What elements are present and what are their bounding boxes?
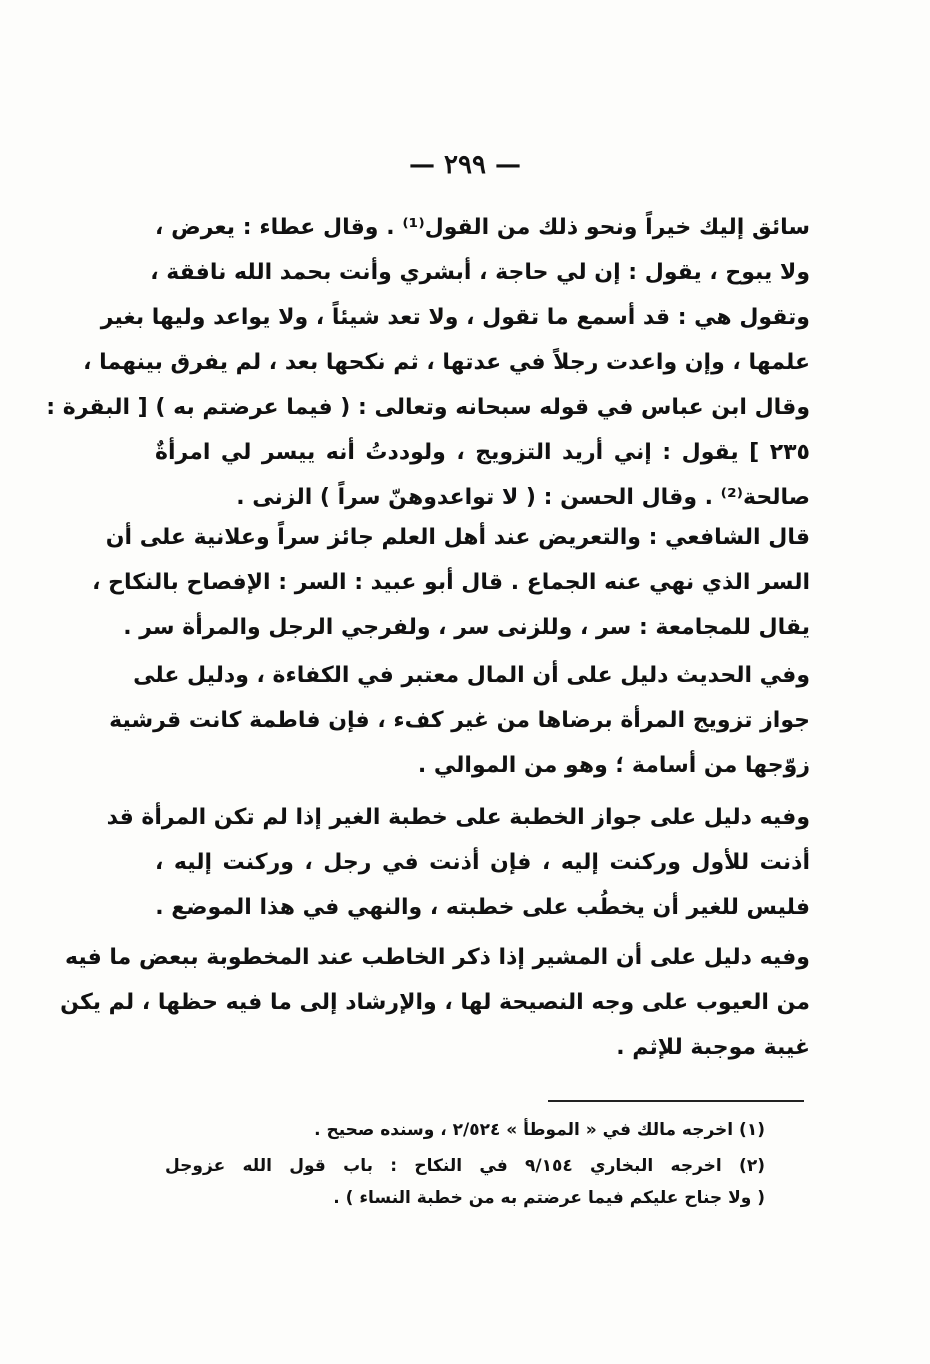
text-line: صالحة⁽²⁾ . وقال الحسن : ( لا تواعدوهنّ سراً ) الزنى . xyxy=(236,485,810,510)
text-line: غيبة موجبة للإثم . xyxy=(616,1035,810,1060)
paragraph xyxy=(109,653,810,788)
text-line: وفيه دليل على جواز الخطبة على خطبة الغير إذا لم تكن المرأة قد xyxy=(106,805,810,830)
text-line: ولا يبوح ، يقول : إن لي حاجة ، أبشري وأنت بحمد الله نافقة ، xyxy=(150,260,810,285)
paragraph xyxy=(46,205,810,520)
text-line: جواز تزويج المرأة برضاها من غير كفء ، فإن فاطمة كانت قرشية xyxy=(109,708,810,733)
footnote-divider xyxy=(548,1100,804,1102)
footnotes xyxy=(165,1112,765,1212)
footnote-line: (٢) اخرجه البخاري ٩/١٥٤ في النكاح : باب قول الله عزوجل xyxy=(165,1156,765,1176)
paragraph xyxy=(106,795,810,930)
text-line: فليس للغير أن يخطُب على خطبته ، والنهي في هذا الموضع . xyxy=(155,895,810,920)
footnote-line: (١) اخرجه مالك في « الموطأ » ٢/٥٢٤ ، وسنده صحيح . xyxy=(314,1120,765,1140)
text-line: قال الشافعي : والتعريض عند أهل العلم جائز سراً وعلانية على أن xyxy=(105,525,810,550)
page-number: — ٢٩٩ — xyxy=(408,150,522,180)
text-line: وتقول هي : قد أسمع ما تقول ، ولا تعد شيئاً ، ولا يواعد وليها بغير xyxy=(100,305,810,330)
text-line: السر الذي نهي عنه الجماع . قال أبو عبيد : السر : الإفصاح بالنكاح ، xyxy=(92,570,810,595)
text-line: علمها ، وإن واعدت رجلاً في عدتها ، ثم نكحها بعد ، لم يفرق بينهما ، xyxy=(83,350,810,375)
text-line: ٢٣٥ ] يقول : إني أريد التزويج ، ولوددتُ أنه ييسر لي امرأةٌ xyxy=(155,440,810,465)
text-line: وفيه دليل على أن المشير إذا ذكر الخاطب عند المخطوبة ببعض ما فيه xyxy=(65,945,810,970)
text-line: وقال ابن عباس في قوله سبحانه وتعالى : ( فيما عرضتم به ) [ البقرة : xyxy=(46,395,810,420)
text-line: زوّجها من أسامة ؛ وهو من الموالي . xyxy=(417,753,810,778)
text-line: يقال للمجامعة : سر ، وللزنى سر ، ولفرجي الرجل والمرأة سر . xyxy=(123,615,810,640)
text-line: وفي الحديث دليل على أن المال معتبر في الكفاءة ، ودليل على xyxy=(133,663,810,688)
paragraph xyxy=(92,515,810,650)
text-line: من العيوب على وجه النصيحة لها ، والإرشاد إلى ما فيه حظها ، لم يكن xyxy=(60,990,810,1015)
text-line: أذنت للأول وركنت إليه ، فإن أذنت في رجل ، وركنت إليه ، xyxy=(155,850,810,875)
paragraph xyxy=(60,935,810,1070)
text-line: سائق إليك خيراً ونحو ذلك من القول⁽¹⁾ . وقال عطاء : يعرض ، xyxy=(155,215,810,240)
footnote-line: ( ولا جناح عليكم فيما عرضتم به من خطبة النساء ) . xyxy=(333,1188,765,1208)
